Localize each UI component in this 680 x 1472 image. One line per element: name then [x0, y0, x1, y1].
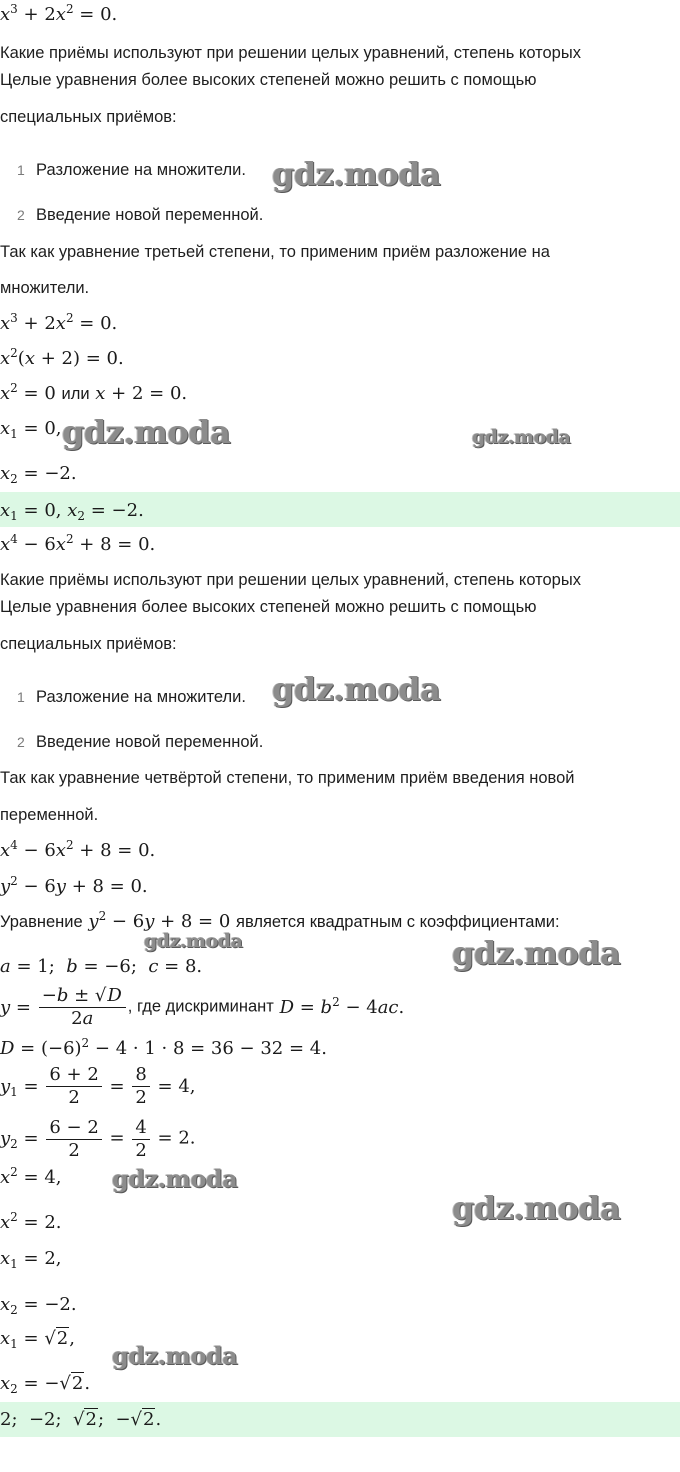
- watermark-logo: gdz.moda: [452, 1189, 621, 1227]
- list-item: [0, 688, 246, 707]
- root-x2-a: $x_2 = -2$.: [0, 1294, 77, 1317]
- watermark-logo: gdz.moda: [62, 413, 231, 451]
- watermark-logo: gdz.moda: [112, 1164, 238, 1193]
- list-item: [0, 206, 263, 225]
- or-word: или: [61, 385, 90, 403]
- intro-text-line1: Целые уравнения более высоких степеней можно решить с помощью: [0, 598, 537, 616]
- question-text: Какие приёмы используют при решении целых уравнений, степень которых: [0, 571, 581, 589]
- answer-2: 2; −2; √2; −√2.: [0, 1409, 162, 1430]
- coefficients: a = 1; b = −6; c = 8.: [0, 956, 203, 977]
- list-item: [0, 733, 263, 752]
- discriminant-note: , где дискриминант: [127, 997, 274, 1016]
- watermark-logo: gdz.moda: [272, 155, 441, 193]
- step-substituted: $y^2 - 6y + 8 = 0$.: [0, 874, 148, 897]
- root-y2: $y_2$ = $\frac{6 - 2}{2}$ = $\frac{4}{2}$ = 2.: [0, 1117, 196, 1159]
- back-sub-2: $x^2 = 2$.: [0, 1210, 62, 1233]
- answer-1: $x_1 = 0$, $x_2 = -2$.: [0, 500, 144, 523]
- root-x2: $x_2 = -2$.: [0, 463, 77, 486]
- intro-text-line1: Целые уравнения более высоких степеней можно решить с помощью: [0, 71, 537, 89]
- quadratic-pre: Уравнение: [0, 913, 83, 931]
- step-equation: $x^4 - 6x^2 + 8 = 0$.: [0, 838, 156, 861]
- back-sub-1: $x^2 = 4$,: [0, 1165, 62, 1188]
- root-x1-b: $x_1 = √2$,: [0, 1328, 75, 1351]
- equation-2: $x^4 - 6x^2 + 8 = 0$.: [0, 532, 156, 555]
- list-item-number: 1: [17, 162, 25, 178]
- intro-text-line2: специальных приёмов:: [0, 635, 177, 653]
- root-x1-a: $x_1 = 2$,: [0, 1248, 62, 1271]
- root-y1: $y_1$ = $\frac{6 + 2}{2}$ = $\frac{8}{2}$ = 4,: [0, 1064, 196, 1108]
- list-item-number: 2: [17, 734, 25, 750]
- reason-text-line2: переменной.: [0, 806, 99, 824]
- list-item-number: 1: [17, 689, 25, 705]
- list-item-label: Введение новой переменной.: [36, 206, 264, 224]
- step-equation: $x^3 + 2x^2 = 0$.: [0, 311, 118, 334]
- watermark-logo: gdz.moda: [112, 1341, 238, 1370]
- root-x2-b: $x_2 = -√2$.: [0, 1373, 91, 1396]
- root-x1: $x_1 = 0$,: [0, 418, 62, 441]
- discriminant-calc: $D = (-6)^2 - 4 \cdot 1 \cdot 8 = 36 - 32 = 4$.: [0, 1036, 327, 1059]
- quadratic-statement: Уравнение $y^2 - 6y + 8 = 0$ является квадратным с коэффициентами:: [0, 909, 560, 932]
- watermark-logo: gdz.moda: [452, 934, 621, 972]
- list-item-label: Разложение на множители.: [36, 161, 246, 179]
- watermark-logo: gdz.moda: [272, 670, 441, 708]
- question-text: Какие приёмы используют при решении целых уравнений, степень которых: [0, 44, 581, 62]
- intro-text-line2: специальных приёмов:: [0, 108, 177, 126]
- list-item: [0, 161, 246, 180]
- watermark-logo: gdz.moda: [144, 930, 243, 952]
- list-item-label: Введение новой переменной.: [36, 733, 264, 751]
- quadratic-post: является квадратным с коэффициентами:: [236, 913, 560, 931]
- reason-text-line1: Так как уравнение третьей степени, то применим приём разложение на: [0, 243, 550, 261]
- list-item-number: 2: [17, 207, 25, 223]
- list-item-label: Разложение на множители.: [36, 688, 246, 706]
- reason-text-line1: Так как уравнение четвёртой степени, то применим приём введения новой: [0, 769, 575, 787]
- watermark-logo: gdz.moda: [472, 426, 571, 448]
- roots-formula: y = $\frac{-b \pm √D}{2a}$ , где дискриминант $D = b^2 - 4ac$.: [0, 985, 405, 1029]
- step-factored: $x^2(x + 2) = 0$.: [0, 346, 124, 369]
- equation-1: $x^3 + 2x^2 = 0$.: [0, 2, 118, 25]
- step-split: $x^2 = 0$ или x + 2 = 0.: [0, 381, 188, 404]
- reason-text-line2: множители.: [0, 279, 90, 297]
